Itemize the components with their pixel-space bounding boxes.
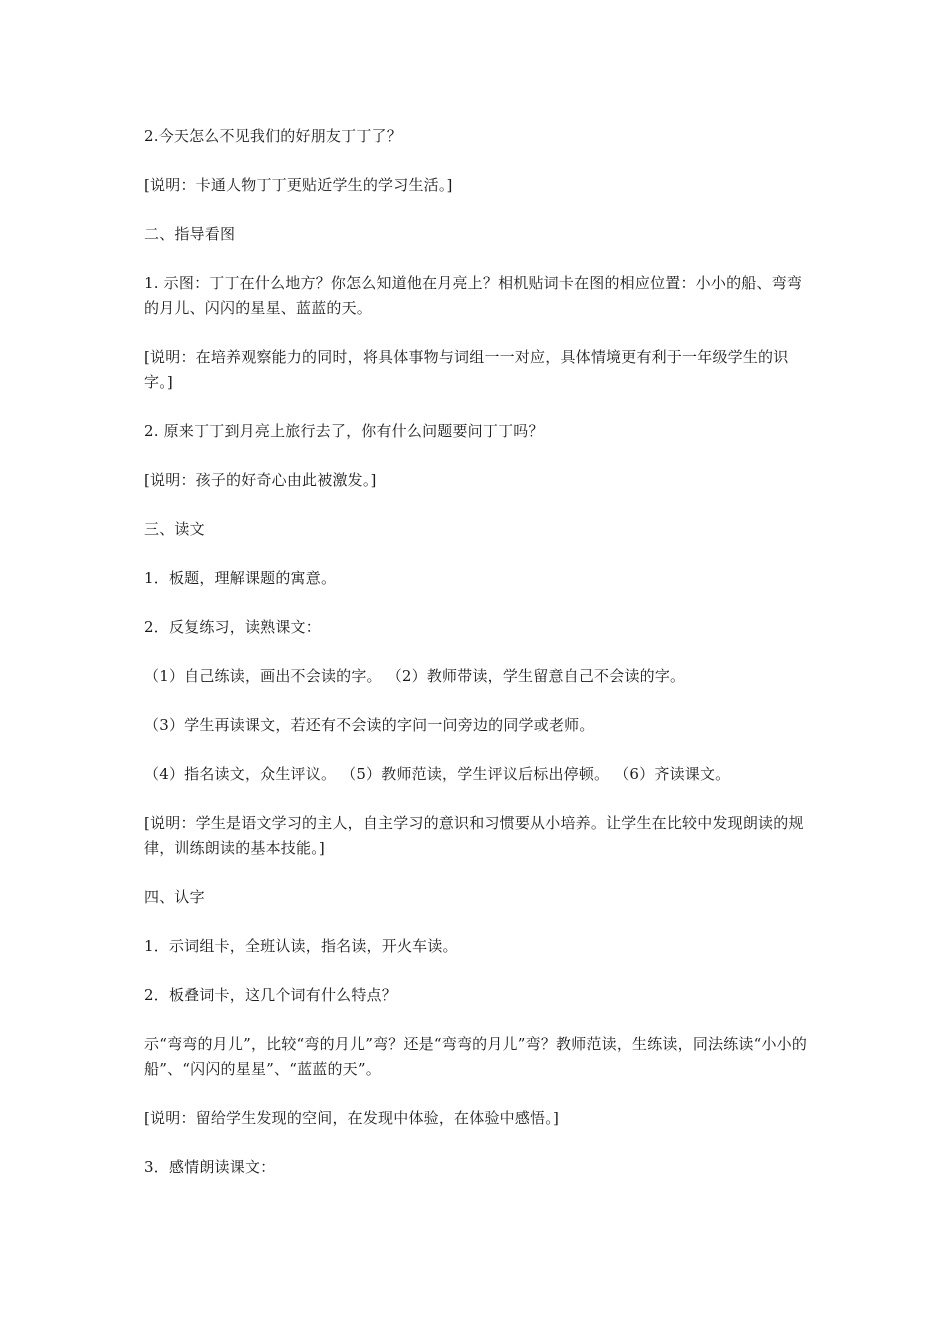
- section-heading-3: 三、读文: [144, 520, 205, 538]
- paragraph-6: 2. 原来丁丁到月亮上旅行去了，你有什么问题要问丁丁吗？: [144, 422, 544, 440]
- paragraph-16: 1．示词组卡，全班认读，指名读，开火车读。: [144, 937, 458, 955]
- paragraph-1: 2.今天怎么不见我们的好朋友丁丁了？: [144, 127, 402, 145]
- paragraph-17: 2．板叠词卡，这几个词有什么特点？: [144, 986, 397, 1004]
- paragraph-19: [说明：留给学生发现的空间，在发现中体验，在体验中感悟。]: [144, 1109, 560, 1127]
- paragraph-13: （4）指名读文，众生评议。 （5）教师范读，学生评议后标出停顿。 （6）齐读课文。: [144, 765, 731, 783]
- section-heading-4: 四、认字: [144, 888, 205, 906]
- paragraph-7: [说明：孩子的好奇心由此被激发。]: [144, 471, 377, 489]
- section-heading-2: 二、指导看图: [144, 225, 236, 243]
- paragraph-2: [说明：卡通人物丁丁更贴近学生的学习生活。]: [144, 176, 453, 194]
- paragraph-12: （3）学生再读课文，若还有不会读的字问一问旁边的同学或老师。: [144, 716, 595, 734]
- paragraph-11: （1）自己练读，画出不会读的字。 （2）教师带读，学生留意自己不会读的字。: [144, 667, 686, 685]
- paragraph-4: 1. 示图：丁丁在什么地方？你怎么知道他在月亮上？相机贴词卡在图的相应位置：小小的船、弯弯的月儿、闪闪的星星、蓝蓝的天。: [144, 274, 803, 317]
- paragraph-5: [说明：在培养观察能力的同时，将具体事物与词组一一对应，具体情境更有利于一年级学生的识字。]: [144, 348, 789, 391]
- paragraph-18: 示“弯弯的月儿”，比较“弯的月儿”弯？还是“弯弯的月儿”弯？教师范读，生练读，同法练读“小小的船”、“闪闪的星星”、“蓝蓝的天”。: [144, 1035, 808, 1078]
- paragraph-14: [说明：学生是语文学习的主人，自主学习的意识和习惯要从小培养。让学生在比较中发现朗读的规律，训练朗读的基本技能。]: [144, 814, 804, 857]
- paragraph-20: 3．感情朗读课文：: [144, 1158, 276, 1176]
- document-body: [144, 124, 808, 1204]
- paragraph-9: 1．板题，理解课题的寓意。: [144, 569, 337, 587]
- paragraph-10: 2．反复练习，读熟课文：: [144, 618, 321, 636]
